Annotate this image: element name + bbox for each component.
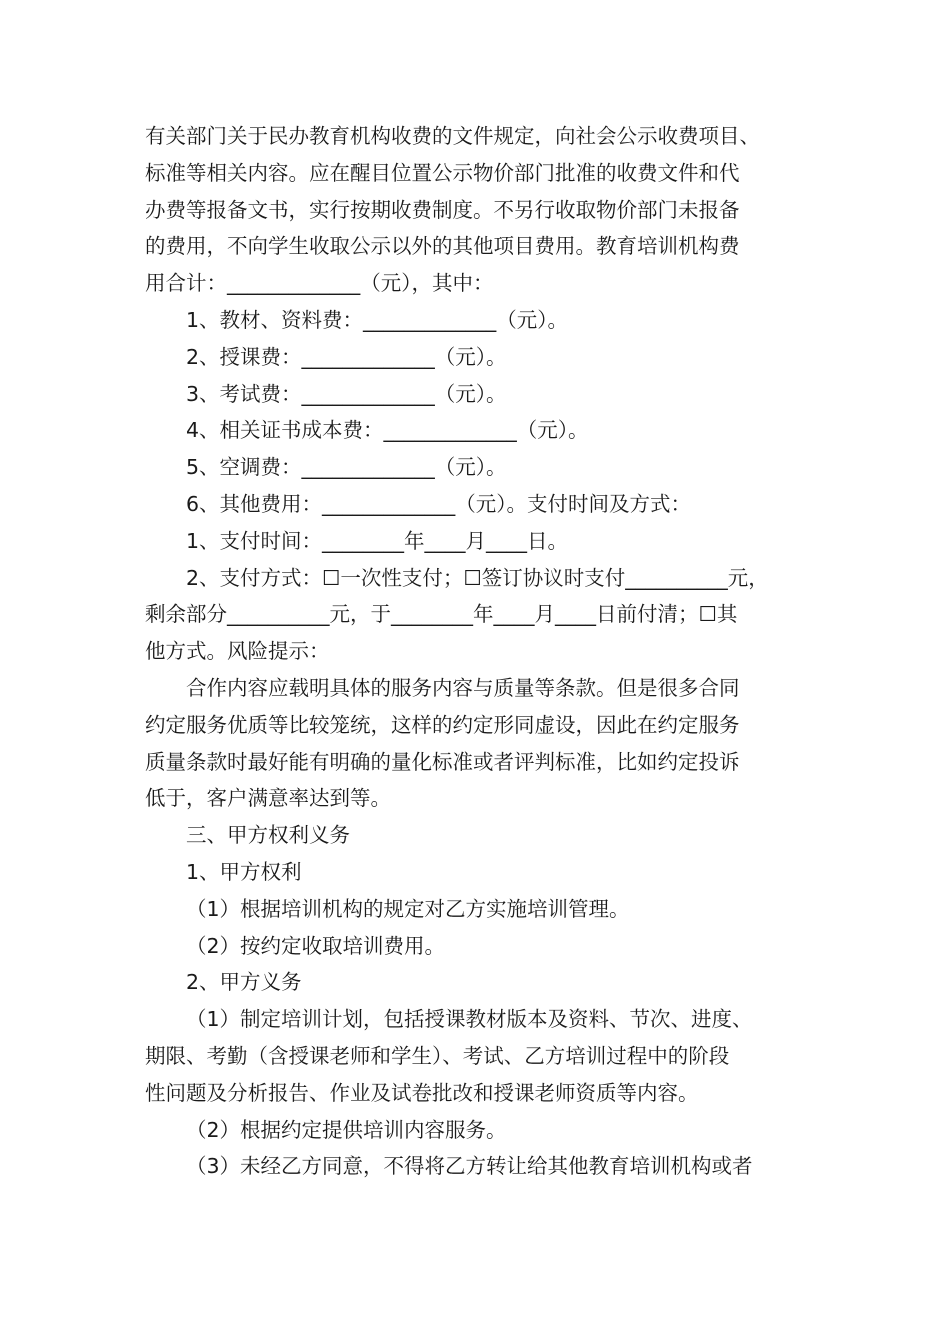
text-line: 有关部门关于民办教育机构收费的文件规定，向社会公示收费项目、	[145, 124, 760, 148]
text-line: 三、甲方权利义务	[186, 823, 350, 848]
text-line: 1、甲方权利	[186, 859, 302, 884]
text-line: （1）根据培训机构的规定对乙方实施培训管理。	[186, 896, 630, 921]
text-line: 低于，客户满意率达到等。	[145, 786, 391, 811]
text-line: 性问题及分析报告、作业及试卷批改和授课老师资质等内容。	[145, 1080, 699, 1105]
text-line: 质量条款时最好能有明确的量化标准或者评判标准，比如约定投诉	[145, 749, 740, 774]
text-line: 剩余部分__________元，于________年____月____日前付清；☐其	[145, 602, 738, 627]
text-line: 办费等报备文书，实行按期收费制度。不另行收取物价部门未报备	[145, 197, 740, 222]
text-line: （1）制定培训计划，包括授课教材版本及资料、节次、进度、	[186, 1007, 753, 1032]
text-line: 2、甲方义务	[186, 970, 302, 995]
text-line: 2、支付方式：☐一次性支付；☐签订协议时支付__________元，	[186, 565, 769, 590]
document-body	[145, 118, 810, 1185]
text-line: 约定服务优质等比较笼统，这样的约定形同虚设，因此在约定服务	[145, 712, 740, 737]
text-line: 合作内容应载明具体的服务内容与质量等条款。但是很多合同	[186, 675, 740, 700]
text-line: 标准等相关内容。应在醒目位置公示物价部门批准的收费文件和代	[145, 160, 740, 185]
text-line: （2）按约定收取培训费用。	[186, 933, 446, 958]
text-line: 用合计：_____________（元），其中：	[145, 271, 494, 296]
text-line: 3、考试费：_____________（元）。	[186, 381, 507, 406]
text-line: 5、空调费：_____________（元）。	[186, 455, 507, 480]
text-line: 的费用，不向学生收取公示以外的其他项目费用。教育培训机构费	[145, 234, 740, 259]
text-line: 他方式。风险提示：	[145, 639, 330, 664]
text-line: 1、教材、资料费：_____________（元）。	[186, 307, 569, 332]
text-line: 6、其他费用：_____________（元）。支付时间及方式：	[186, 491, 692, 516]
text-line: 4、相关证书成本费：_____________（元）。	[186, 418, 589, 443]
text-line: 期限、考勤（含授课老师和学生）、考试、乙方培训过程中的阶段	[145, 1043, 730, 1068]
text-line: （3）未经乙方同意，不得将乙方转让给其他教育培训机构或者	[186, 1154, 753, 1179]
text-line: （2）根据约定提供培训内容服务。	[186, 1117, 507, 1142]
text-line: 1、支付时间：________年____月____日。	[186, 528, 569, 553]
text-line: 2、授课费：_____________（元）。	[186, 344, 507, 369]
